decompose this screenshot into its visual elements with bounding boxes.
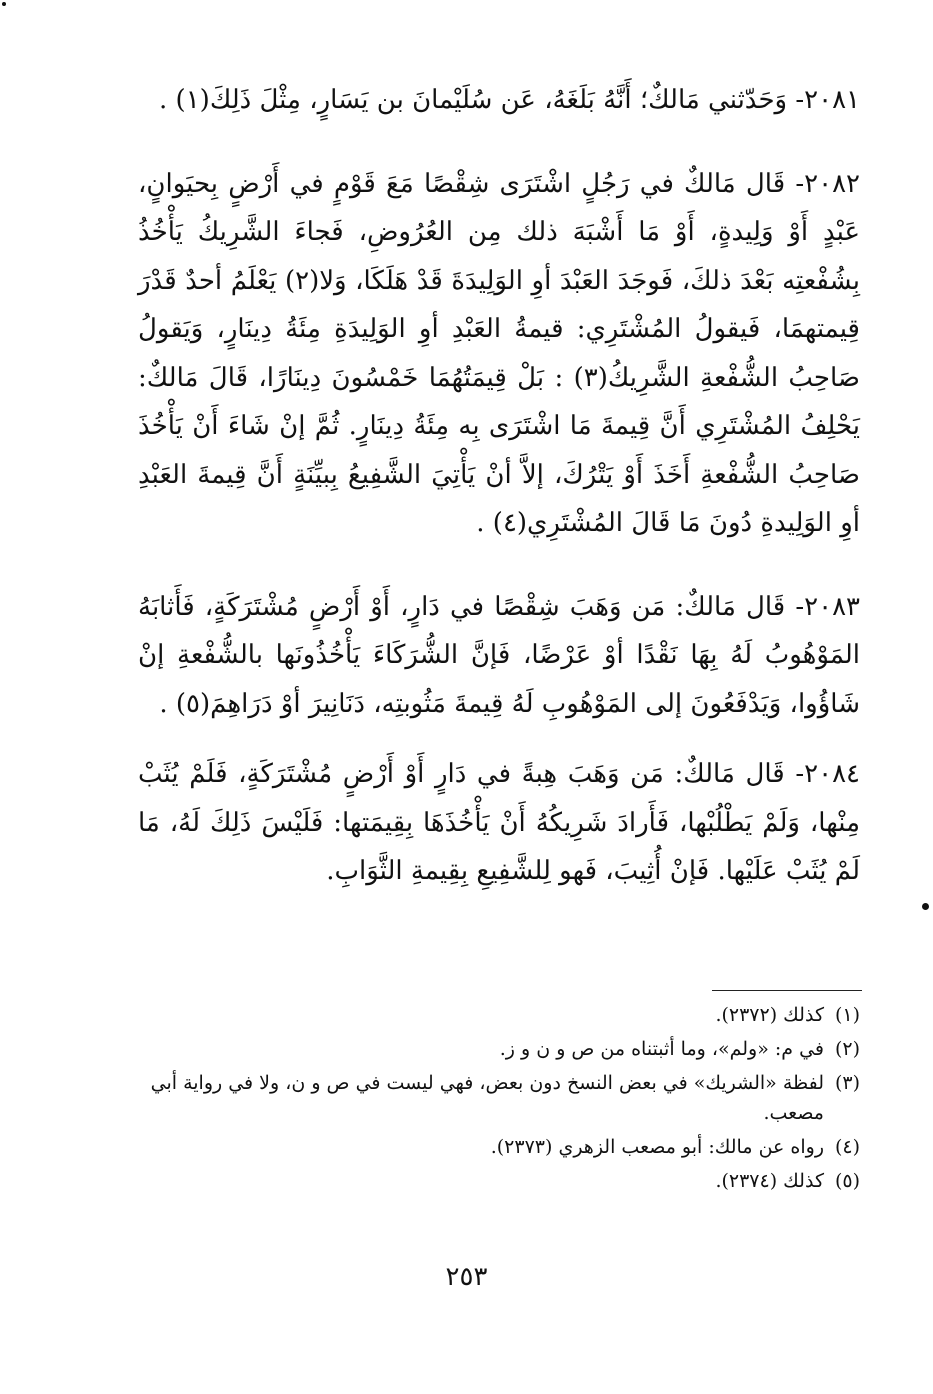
footnote-separator [712, 990, 862, 991]
footnote-1 [138, 1000, 860, 1030]
paragraph-2081: ٢٠٨١- وَحَدّثني مَالكٌ؛ أَنَّهُ بَلَغَهُ، عَن سُلَيْمانَ بن يَسَارٍ، مِثْلَ ذَلِكَ(١) . [159, 85, 860, 115]
footnote-number: (٣) [834, 1072, 860, 1094]
footnote-5 [138, 1166, 860, 1196]
footnote-4 [138, 1132, 860, 1162]
scan-margin-dot [922, 903, 929, 910]
footnote-number: (٥) [834, 1170, 860, 1192]
paragraph-2083: ٢٠٨٣- قَال مَالكٌ: مَن وَهَبَ شِقْصًا في دَارٍ، أَوْ أَرْضٍ مُشْتَرَكَةٍ، فَأَثابَهُ المَوْهُوبُ لَهُ بِهَا نَقْدًا أوْ عَرْضًا، فَإنَّ الشُّرَكَاءَ يَأْخُذُونَها بالشُّفْعةِ إنْ شَاؤُوا، وَيَدْفَعُونَ إلى المَوْهُوبِ لَهُ قِيمةَ مَثُوبتِه، دَنَانِيرَ أوْ دَرَاهِمَ(٥) . [138, 591, 860, 719]
page-number: ٢٥٣ [445, 1262, 488, 1292]
footnotes [138, 1000, 860, 1200]
footnote-text: في م: «ولم»، وما أثبتناه من ص و ن و ز. [499, 1038, 824, 1060]
scan-corner-mark [2, 2, 6, 6]
footnote-3 [138, 1068, 860, 1128]
footnote-text: رواه عن مالك: أبو مصعب الزهري (٢٣٧٣). [490, 1136, 824, 1158]
footnote-text: كذلك (٢٣٧٤). [715, 1170, 824, 1192]
footnote-number: (٢) [834, 1038, 860, 1060]
footnote-number: (١) [834, 1004, 860, 1026]
footnote-text: لفظة «الشريك» في بعض النسخ دون بعض، فهي ليست في ص و ن، ولا في رواية أبي مصعب. [150, 1072, 824, 1124]
main-text [138, 76, 860, 896]
footnote-text: كذلك (٢٣٧٢). [715, 1004, 824, 1026]
paragraph-2082: ٢٠٨٢- قَال مَالكٌ في رَجُلٍ اشْتَرَى شِقْصًا مَعَ قَوْمٍ في أَرْضٍ بِحيَوانٍ، عَبْدٍ أَوْ وَلِيدةٍ، أَوْ مَا أَشْبَهَ ذلك مِن العُرُوضِ، فَجاءَ الشَّرِيكُ يَأْخُذُ بِشُفْعتِه بَعْدَ ذلكَ، فَوجَدَ العَبْدَ أوِ الوَلِيدَةَ قَدْ هَلَكَا، وَلا(٢) يَعْلَمُ أحدٌ قَدْرَ قِيمتهمَا، فَيقولُ المُشْتَرِي: قيمةُ العَبْدِ أوِ الوَلِيدَةِ مِئَةُ دِينَارٍ، وَيَقولُ صَاحِبُ الشُّفْعةِ الشَّرِيكُ(٣) : بَلْ قِيمَتُهُمَا خَمْسُونَ دِينَارًا، قَالَ مَالكٌ: يَحْلِفُ المُشْتَرِي أَنَّ قِيمةَ مَا اشْتَرَى بِه مِئَةُ دِينَارٍ. ثُمَّ إنْ شَاءَ أَنْ يَأْخُذَ صَاحِبُ الشُّفْعةِ أَخَذَ أَوْ يَتْرُكَ، إلاَّ أنْ يَأْتِيَ الشَّفِيعُ بِبيِّنَةٍ أَنَّ قِيمةَ العَبْدِ أوِ الوَلِيدةِ دُونَ مَا قَالَ المُشْتَرِي(٤) . [138, 168, 861, 538]
footnote-2 [138, 1034, 860, 1064]
footnote-number: (٤) [834, 1136, 860, 1158]
paragraph-2084: ٢٠٨٤- قَال مَالكٌ: مَن وَهَبَ هِبةً في دَارٍ أَوْ أَرْضٍ مُشْتَرَكَةٍ، فَلَمْ يُثَبْ مِنْها، وَلَمْ يَطْلُبْها، فَأَرادَ شَرِيكُهُ أَنْ يَأْخُذَهَا بِقِيمَتها: فَلَيْسَ ذَلِكَ لَهُ، مَا لَمْ يُثَبْ عَلَيْها. فَإنْ أُثِيبَ، فَهو لِلشَّفِيعِ بِقِيمةِ الثَّوَابِ. [138, 759, 860, 886]
